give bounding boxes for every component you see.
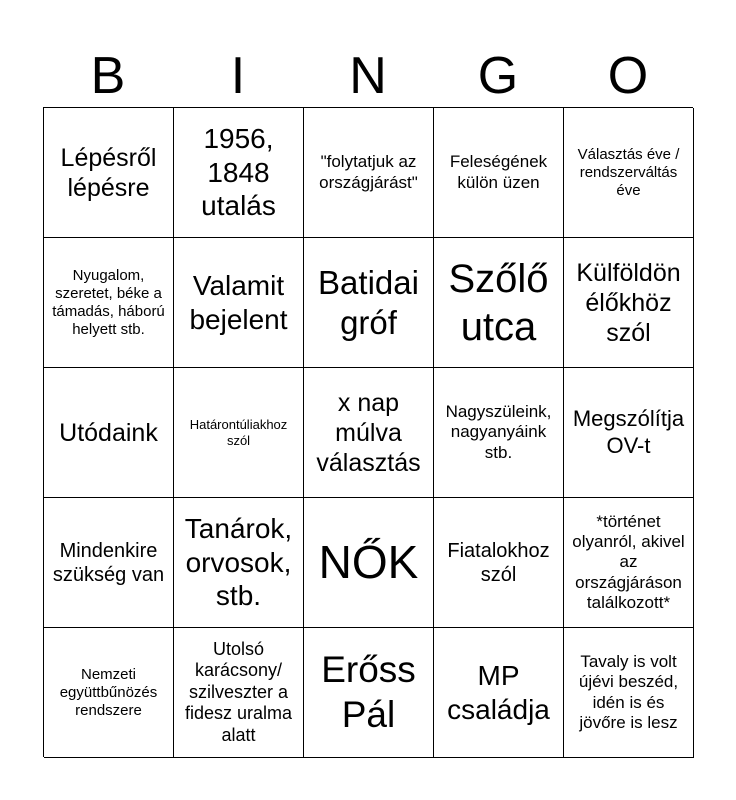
header-letter-b: B	[90, 47, 126, 105]
bingo-cell[interactable]: Külföldön élőkhöz szól	[564, 238, 694, 368]
bingo-cell[interactable]: Valamit bejelent	[174, 238, 304, 368]
bingo-cell[interactable]: Feleségének külön üzen	[434, 108, 564, 238]
bingo-cell[interactable]: Lépésről lépésre	[44, 108, 174, 238]
bingo-cell[interactable]: Nyugalom, szeretet, béke a támadás, háború helyett stb.	[44, 238, 174, 368]
bingo-cell[interactable]: Nagyszüleink, nagyanyáink stb.	[434, 368, 564, 498]
bingo-cell[interactable]: Szőlő utca	[434, 238, 564, 368]
bingo-cell[interactable]: 1956, 1848 utalás	[174, 108, 304, 238]
bingo-cell[interactable]: Nemzeti együttbűnözés rendszere	[44, 628, 174, 758]
header-letter-n: N	[349, 47, 387, 105]
bingo-cell[interactable]: Megszólítja OV-t	[564, 368, 694, 498]
bingo-cell[interactable]: "folytatjuk az országjárást"	[304, 108, 434, 238]
header-letter-o: O	[607, 47, 649, 105]
bingo-cell[interactable]: Erőss Pál	[304, 628, 434, 758]
bingo-cell[interactable]: Tanárok, orvosok, stb.	[174, 498, 304, 628]
bingo-cell[interactable]: MP családja	[434, 628, 564, 758]
bingo-cell[interactable]: Mindenkire szükség van	[44, 498, 174, 628]
bingo-cell[interactable]: Fiatalokhoz szól	[434, 498, 564, 628]
bingo-cell[interactable]: Utódaink	[44, 368, 174, 498]
bingo-cell[interactable]: Utolsó karácsony/ szilveszter a fidesz uralma alatt	[174, 628, 304, 758]
bingo-header	[43, 44, 693, 108]
header-letter-g: G	[477, 47, 519, 105]
bingo-cell[interactable]: NŐK	[304, 498, 434, 628]
bingo-cell[interactable]: x nap múlva választás	[304, 368, 434, 498]
header-letter-i: I	[230, 47, 246, 105]
bingo-grid	[43, 107, 693, 757]
bingo-cell[interactable]: Tavaly is volt újévi beszéd, idén is és jövőre is lesz	[564, 628, 694, 758]
bingo-cell[interactable]: *történet olyanról, akivel az országjáráson találkozott*	[564, 498, 694, 628]
bingo-cell[interactable]: Választás éve / rendszerváltás éve	[564, 108, 694, 238]
bingo-cell[interactable]: Batidai gróf	[304, 238, 434, 368]
bingo-cell[interactable]: Határontúliakhoz szól	[174, 368, 304, 498]
